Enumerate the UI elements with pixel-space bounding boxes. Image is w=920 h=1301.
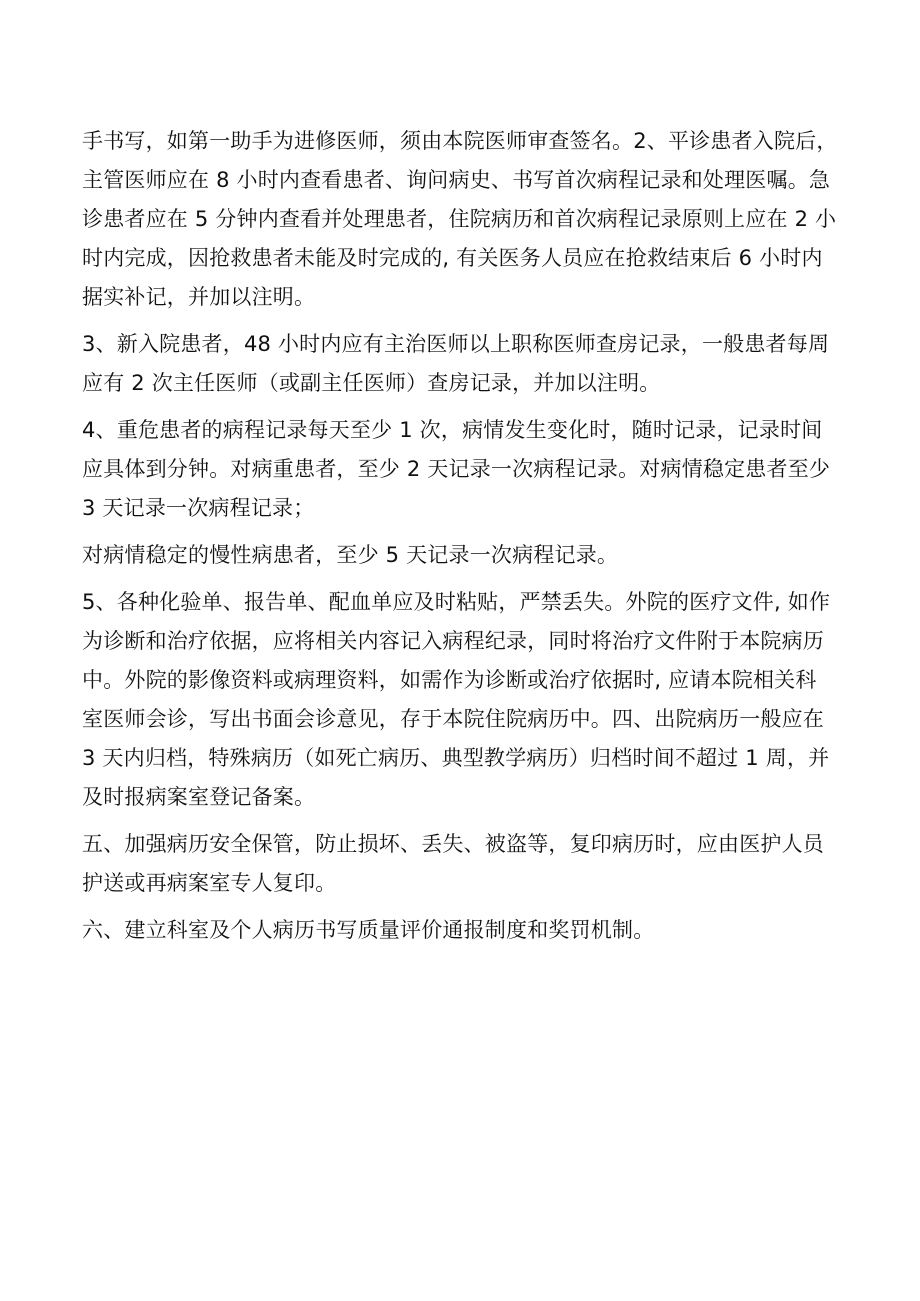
paragraph-line: 室医师会诊，写出书面会诊意见，存于本院住院病历中。四、出院病历一般应在 <box>82 707 824 731</box>
paragraph-5 <box>82 583 854 817</box>
paragraph-3 <box>82 411 854 528</box>
paragraph-2 <box>82 325 854 403</box>
paragraph-line: 及时报病案室登记备案。 <box>82 785 316 809</box>
paragraph-line: 时内完成，因抢救患者未能及时完成的, 有关医务人员应在抢救结束后 6 小时内 <box>82 246 823 270</box>
paragraph-1 <box>82 122 854 317</box>
paragraph-line: 应有 2 次主任医师（或副主任医师）查房记录，并加以注明。 <box>82 371 661 395</box>
paragraph-line: 诊患者应在 5 分钟内查看并处理患者，住院病历和首次病程记录原则上应在 2 小 <box>82 207 837 231</box>
document-body <box>82 122 854 958</box>
paragraph-line: 五、加强病历安全保管，防止损坏、丢失、被盗等，复印病历时，应由医护人员 <box>82 832 824 856</box>
paragraph-line: 据实补记，并加以注明。 <box>82 285 316 309</box>
paragraph-line: 4、重危患者的病程记录每天至少 1 次，病情发生变化时，随时记录，记录时间 <box>82 418 823 442</box>
paragraph-7 <box>82 911 854 950</box>
paragraph-line: 为诊断和治疗依据，应将相关内容记入病程纪录，同时将治疗文件附于本院病历 <box>82 629 824 653</box>
paragraph-line: 应具体到分钟。对病重患者，至少 2 天记录一次病程记录。对病情稳定患者至少 <box>82 457 831 481</box>
paragraph-line: 手书写，如第一助手为进修医师，须由本院医师审查签名。2、平诊患者入院后， <box>82 129 838 153</box>
paragraph-line: 3 天内归档，特殊病历（如死亡病历、典型教学病历）归档时间不超过 1 周，并 <box>82 746 830 770</box>
paragraph-line: 中。外院的影像资料或病理资料，如需作为诊断或治疗依据时, 应请本院相关科 <box>82 668 817 692</box>
paragraph-line: 六、建立科室及个人病历书写质量评价通报制度和奖罚机制。 <box>82 918 655 942</box>
paragraph-line: 对病情稳定的慢性病患者，至少 5 天记录一次病程记录。 <box>82 543 619 567</box>
paragraph-line: 护送或再病案室专人复印。 <box>82 871 337 895</box>
paragraph-line: 3、新入院患者，48 小时内应有主治医师以上职称医师查房记录，一般患者每周 <box>82 332 830 356</box>
paragraph-line: 5、各种化验单、报告单、配血单应及时粘贴，严禁丢失。外院的医疗文件, 如作 <box>82 590 831 614</box>
paragraph-4 <box>82 536 854 575</box>
paragraph-line: 主管医师应在 8 小时内查看患者、询问病史、书写首次病程记录和处理医嘱。急 <box>82 168 831 192</box>
paragraph-line: 3 天记录一次病程记录； <box>82 496 315 520</box>
paragraph-6 <box>82 825 854 903</box>
